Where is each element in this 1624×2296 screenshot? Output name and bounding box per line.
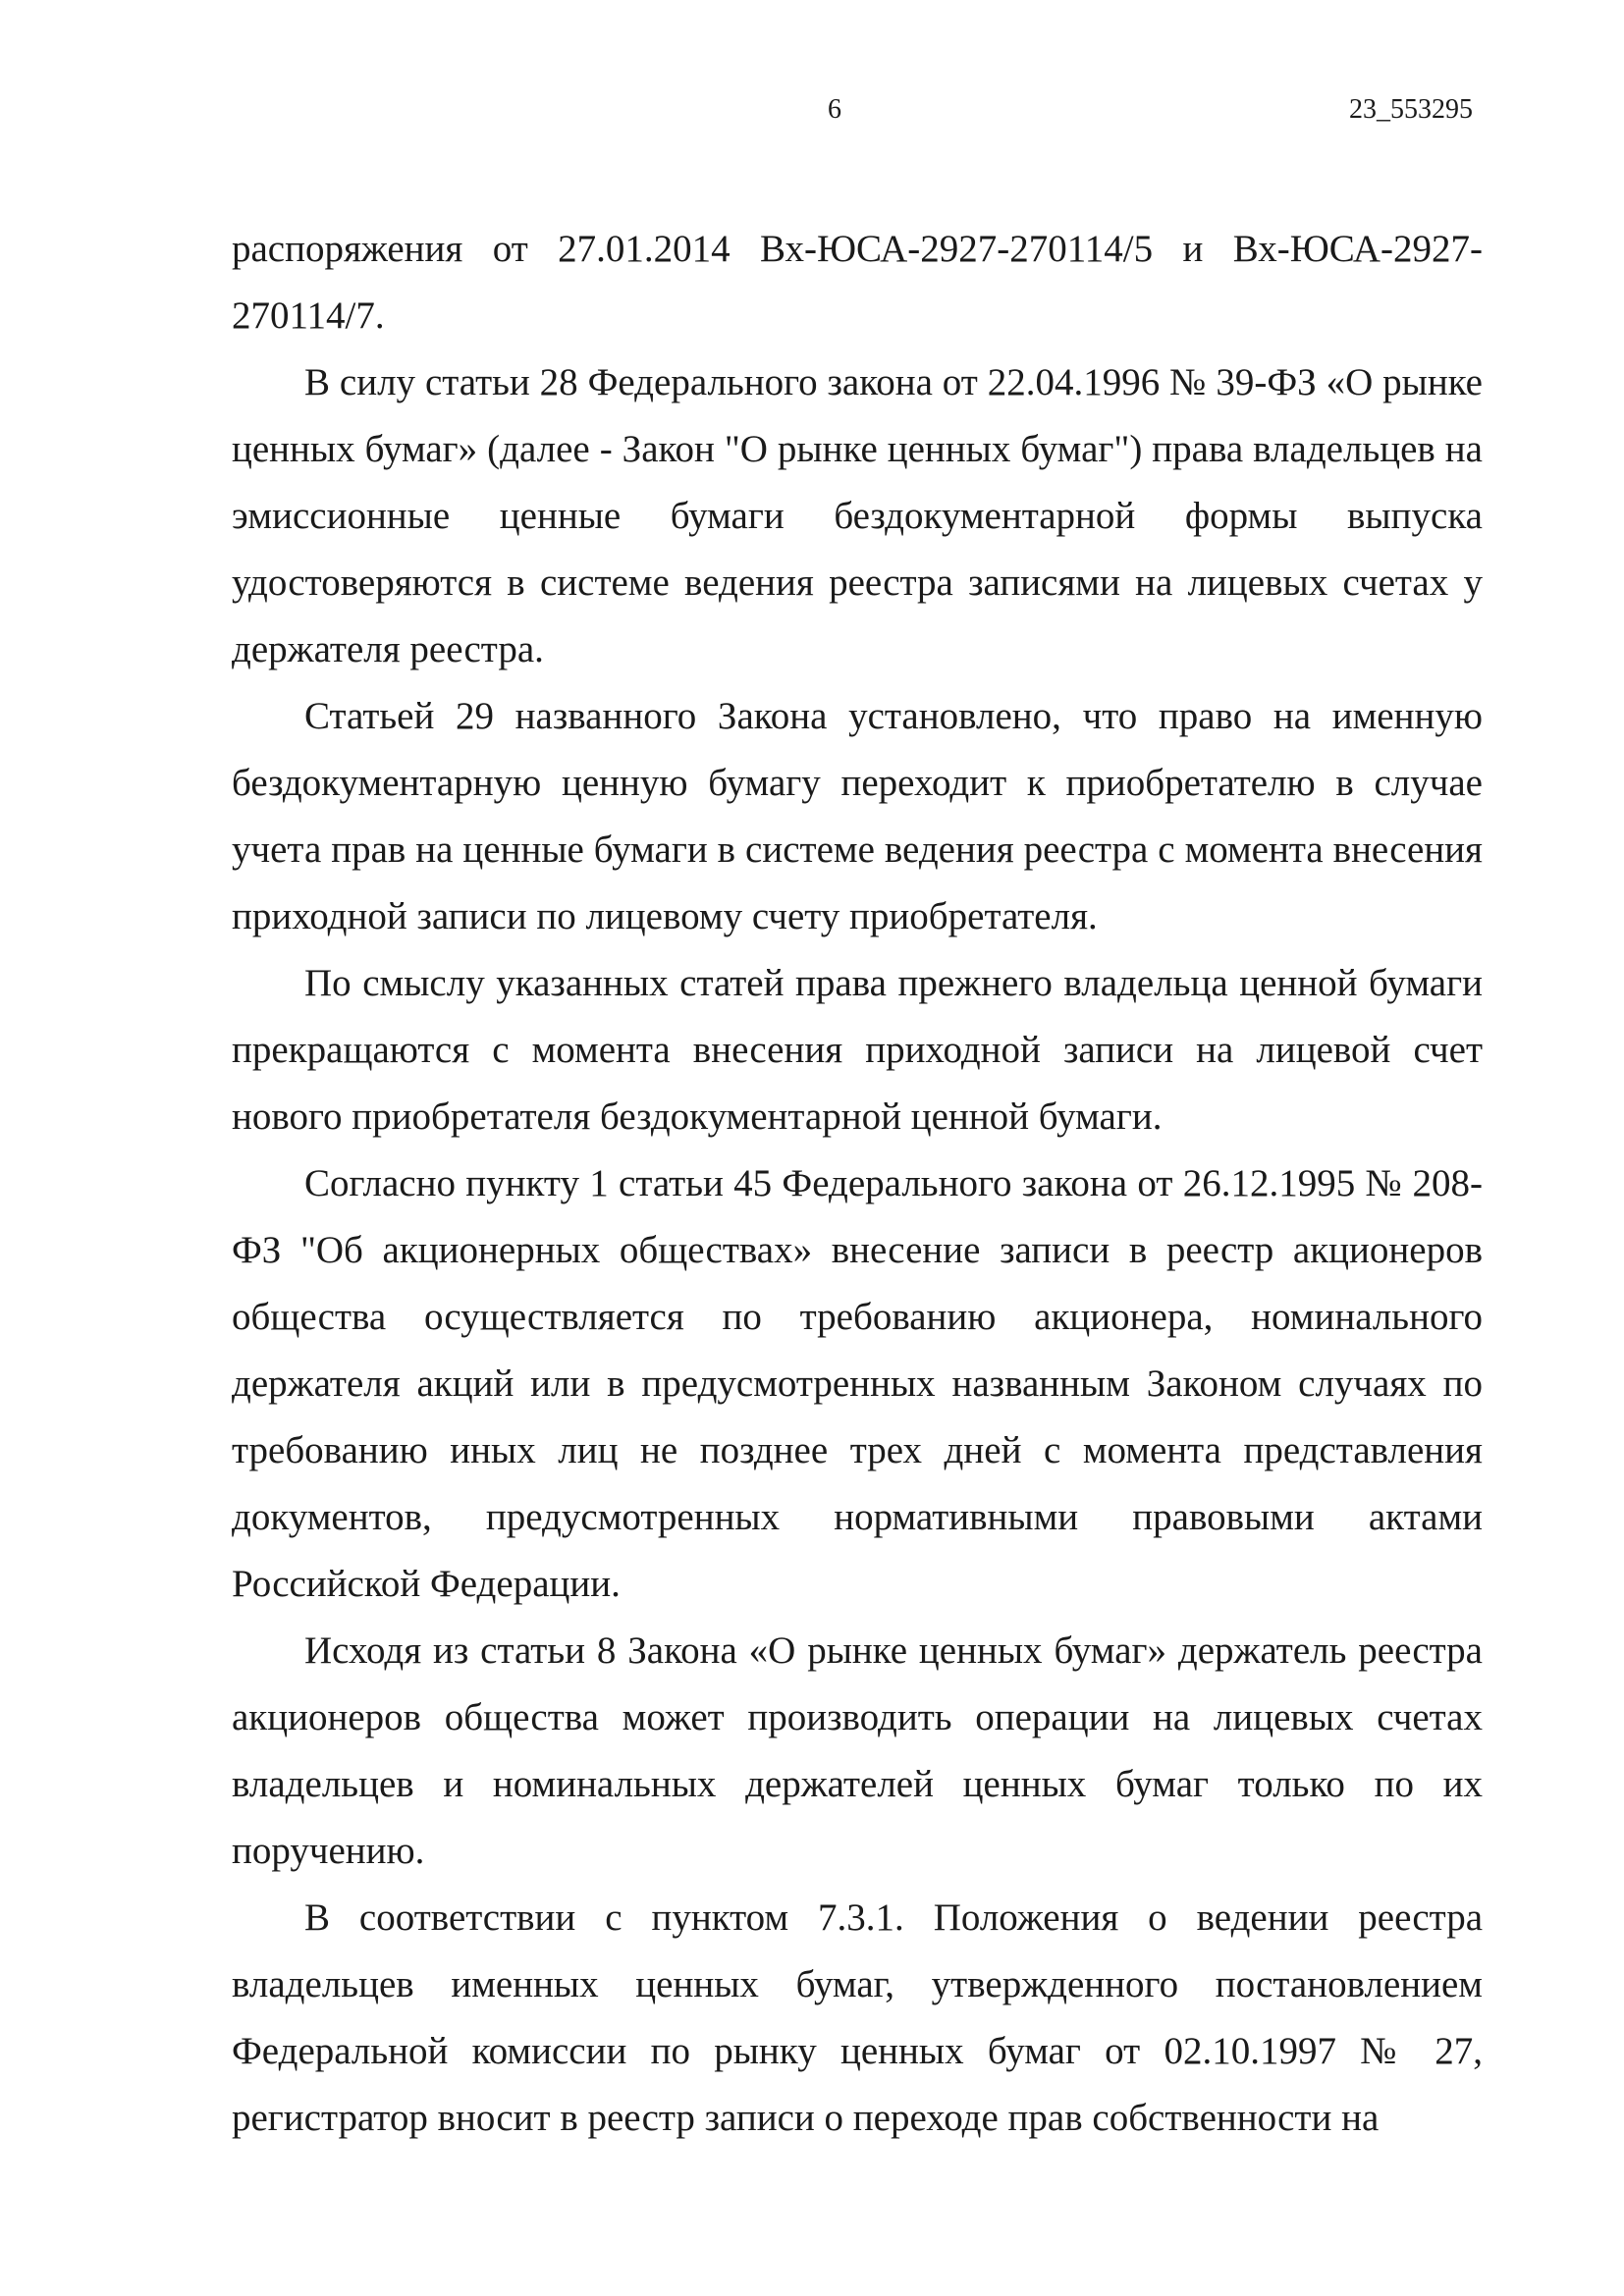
paragraph: В соответствии с пунктом 7.3.1. Положения о ведении реестра владельцев именных ценных бумаг, утвержденного постановлением Федеральной комиссии по рынку ценных бумаг от 02.10.1997 № 27, регистратор вносит в реестр записи о переходе прав собственности на bbox=[232, 1896, 1483, 2139]
paragraph: Исходя из статьи 8 Закона «О рынке ценных бумаг» держатель реестра акционеров общества может производить операции на лицевых счетах владельцев и номинальных держателей ценных бумаг только по их поручению. bbox=[232, 1629, 1483, 1872]
page-number: 6 bbox=[828, 94, 841, 125]
paragraph: Статьей 29 названного Закона установлено, что право на именную бездокументарную ценную бумагу переходит к приобретателю в случае учета прав на ценные бумаги в системе ведения реестра с момента внесения приходной записи по лицевому счету приобретателя. bbox=[232, 695, 1483, 937]
paragraph: По смыслу указанных статей права прежнего владельца ценной бумаги прекращаются с момента внесения приходной записи на лицевой счет нового приобретателя бездокументарной ценной бумаги. bbox=[232, 962, 1483, 1138]
paragraph: Согласно пункту 1 статьи 45 Федерального закона от 26.12.1995 № 208-ФЗ "Об акционерных обществах» внесение записи в реестр акционеров общества осуществляется по требованию акционера, номинального держателя акций или в предусмотренных названным Законом случаях по требованию иных лиц не позднее трех дней с момента представления документов, предусмотренных нормативными правовыми актами Российской Федерации. bbox=[232, 1162, 1483, 1605]
document-id: 23_553295 bbox=[1349, 94, 1473, 125]
paragraph-continuation: распоряжения от 27.01.2014 Вх-ЮСА-2927-270114/5 и Вх-ЮСА-2927-270114/7. bbox=[232, 228, 1483, 337]
document-body bbox=[232, 216, 1483, 2152]
paragraph: В силу статьи 28 Федерального закона от 22.04.1996 № 39-ФЗ «О рынке ценных бумаг» (далее - Закон "О рынке ценных бумаг") права владельцев на эмиссионные ценные бумаги бездокументарной формы выпуска удостоверяются в системе ведения реестра записями на лицевых счетах у держателя реестра. bbox=[232, 361, 1483, 670]
